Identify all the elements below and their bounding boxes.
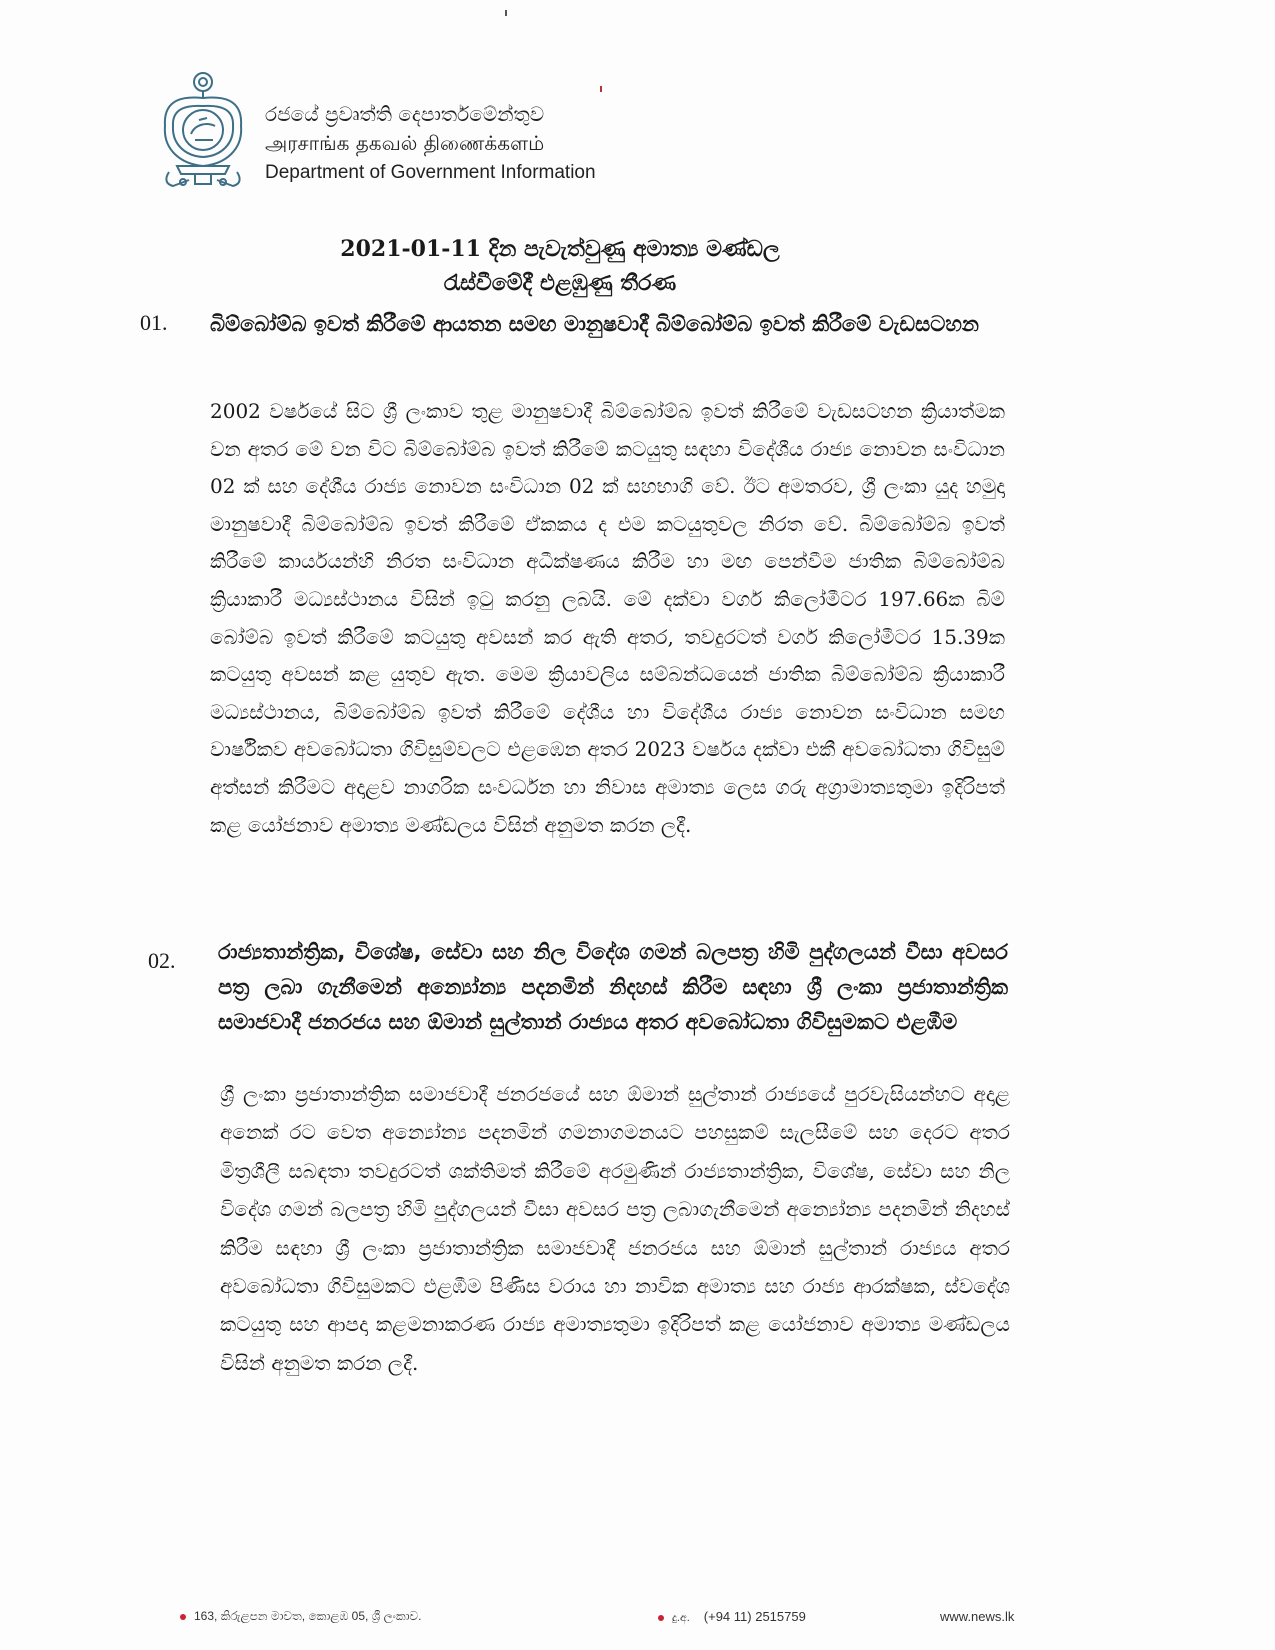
footer <box>0 1605 1275 1650</box>
footer-phone <box>658 1609 806 1625</box>
footer-cutoff-line <box>180 1631 880 1639</box>
department-name-sinhala: රජයේ ප්‍රවෘත්ති දෙපාර්තමේන්තුව <box>265 102 545 126</box>
department-name-tamil: அரசாங்க தகவல் திணைக்களம் <box>265 131 545 155</box>
footer-address-text: 163, කිරුළපන මාවත, කොළඹ 05, ශ්‍රී ලංකාව. <box>194 1609 422 1623</box>
phone-label: දු.අ. <box>672 1612 690 1624</box>
bullet-dot-icon <box>180 1614 186 1620</box>
phone-number: (+94 11) 2515759 <box>703 1609 806 1624</box>
national-emblem-logo <box>155 68 251 190</box>
section-number: 02. <box>148 948 176 973</box>
title-line-1: 2021-01-11 දින පැවැත්වුණු අමාත්‍ය මණ්ඩල <box>340 236 780 262</box>
footer-website[interactable]: www.news.lk <box>940 1609 1015 1624</box>
section-heading: බිම්බෝම්බ ඉවත් කිරීමේ ආයතන සමඟ මානුෂවාදී බිම්බෝම්බ ඉවත් කිරීමේ වැඩසටහන <box>210 312 979 336</box>
scan-mark <box>505 10 507 16</box>
document-title <box>280 232 840 300</box>
bullet-dot-icon <box>658 1615 664 1621</box>
section-heading: රාජ්‍යතාන්ත්‍රික, විශේෂ, සේවා සහ නිල විදේශ ගමන් බලපත්‍ර හිමි පුද්ගලයන් වීසා අවසර පත්‍ර ලබා ගැනීමෙන් අන්‍යෝන්‍ය පදනමින් නිදහස් කිරීම සඳහා ශ්‍රී ලංකා ප්‍රජාතාන්ත්‍රික සමාජවාදී ජනරජය සහ ඕමාන් සුල්තාන් රාජ්‍යය අතර අවබෝධතා ගිවිසුමකට එළඹීම <box>218 940 1008 1034</box>
section-body: ශ්‍රී ලංකා ප්‍රජාතාන්ත්‍රික සමාජවාදී ජනරජයේ සහ ඕමාන් සුල්තාන් රාජ්‍යයේ පුරවැසියන්හට අදාළ අනෙක් රට වෙත අන්‍යෝන්‍ය පදනමින් ගමනාගමනයට පහසුකම් සැලසීමේ සහ දෙරට අතර මිත්‍රශීලී සබඳතා තවදුරටත් ශක්තිමත් කිරීමේ අරමුණින් රාජ්‍යතාන්ත්‍රික, විශේෂ, සේවා සහ නිල විදේශ ගමන් බලපත්‍ර හිමි පුද්ගලයන් වීසා අවසර පත්‍ර ලබාගැනීමෙන් අන්‍යෝන්‍ය පදනමින් නිදහස් කිරීම සඳහා ශ්‍රී ලංකා ප්‍රජාතාන්ත්‍රික සමාජවාදී ජනරජය සහ ඕමාන් සුල්තාන් රාජ්‍යය අතර අවබෝධතා ගිවිසුමකට එළඹීම පිණිස වරාය හා නාවික අමාත්‍ය සහ රාජ්‍ය ආරක්ෂක, ස්වදේශ කටයුතු සහ ආපදා කළමනාකරණ රාජ්‍ය අමාත්‍යතුමා ඉදිරිපත් කළ යෝජනාව අමාත්‍ය මණ්ඩලය විසින් අනුමත කරන ලදී. <box>220 1082 1010 1375</box>
department-names <box>265 100 685 187</box>
title-line-2: රැස්වීමේදී එළඹුණු තීරණ <box>443 270 677 296</box>
section-number: 01. <box>140 310 168 335</box>
section-body: 2002 වර්ෂයේ සිට ශ්‍රී ලංකාව තුළ මානුෂවාදී බිම්බෝම්බ ඉවත් කිරීමේ වැඩසටහන ක්‍රියාත්මක වන අතර මේ වන විට බිම්බෝම්බ ඉවත් කිරීමේ කටයුතු සඳහා විදේශීය රාජ්‍ය නොවන සංවිධාන 02 ක් සහ දේශීය රාජ්‍ය නොවන සංවිධාන 02 ක් සහභාගි වේ. ඊට අමතරව, ශ්‍රී ලංකා යුද හමුදා මානුෂවාදී බිම්බෝම්බ ඉවත් කිරීමේ ඒකකය ද එම කටයුතුවල නිරත වේ. බිම්බෝම්බ ඉවත් කිරීමේ කාර්යයන්හි නිරත සංවිධාන අධීක්ෂණය කිරීම හා මඟ පෙන්වීම ජාතික බිම්බෝම්බ ක්‍රියාකාරී මධ්‍යස්ථානය විසින් ඉටු කරනු ලබයි. මේ දක්වා වර්ග කිලෝමීටර 197.66ක බිම් බෝම්බ ඉවත් කිරීමේ කටයුතු අවසන් කර ඇති අතර, තවදුරටත් වර්ග කිලෝමීටර 15.39ක කටයුතු අවසන් කළ යුතුව ඇත. මෙම ක්‍රියාවලිය සම්බන්ධයෙන් ජාතික බිම්බෝම්බ ක්‍රියාකාරී මධ්‍යස්ථානය, බිම්බෝම්බ ඉවත් කිරීමේ දේශීය හා විදේශීය රාජ්‍ය නොවන සංවිධාන සමඟ වාර්ෂිකව අවබෝධතා ගිවිසුම්වලට එළඹෙන අතර 2023 වර්ෂය දක්වා එකී අවබෝධතා ගිවිසුම් අත්සන් කිරීමට අදාළව නාගරික සංවර්ධන හා නිවාස අමාත්‍ය ලෙස ගරු අග්‍රාමාත්‍යතුමා ඉදිරිපත් කළ යෝජනාව අමාත්‍ය මණ්ඩලය විසින් අනුමත කරන ලදී. <box>210 399 1005 837</box>
scan-mark <box>600 86 602 92</box>
department-name-english: Department of Government Information <box>265 162 596 183</box>
footer-address <box>180 1609 421 1624</box>
